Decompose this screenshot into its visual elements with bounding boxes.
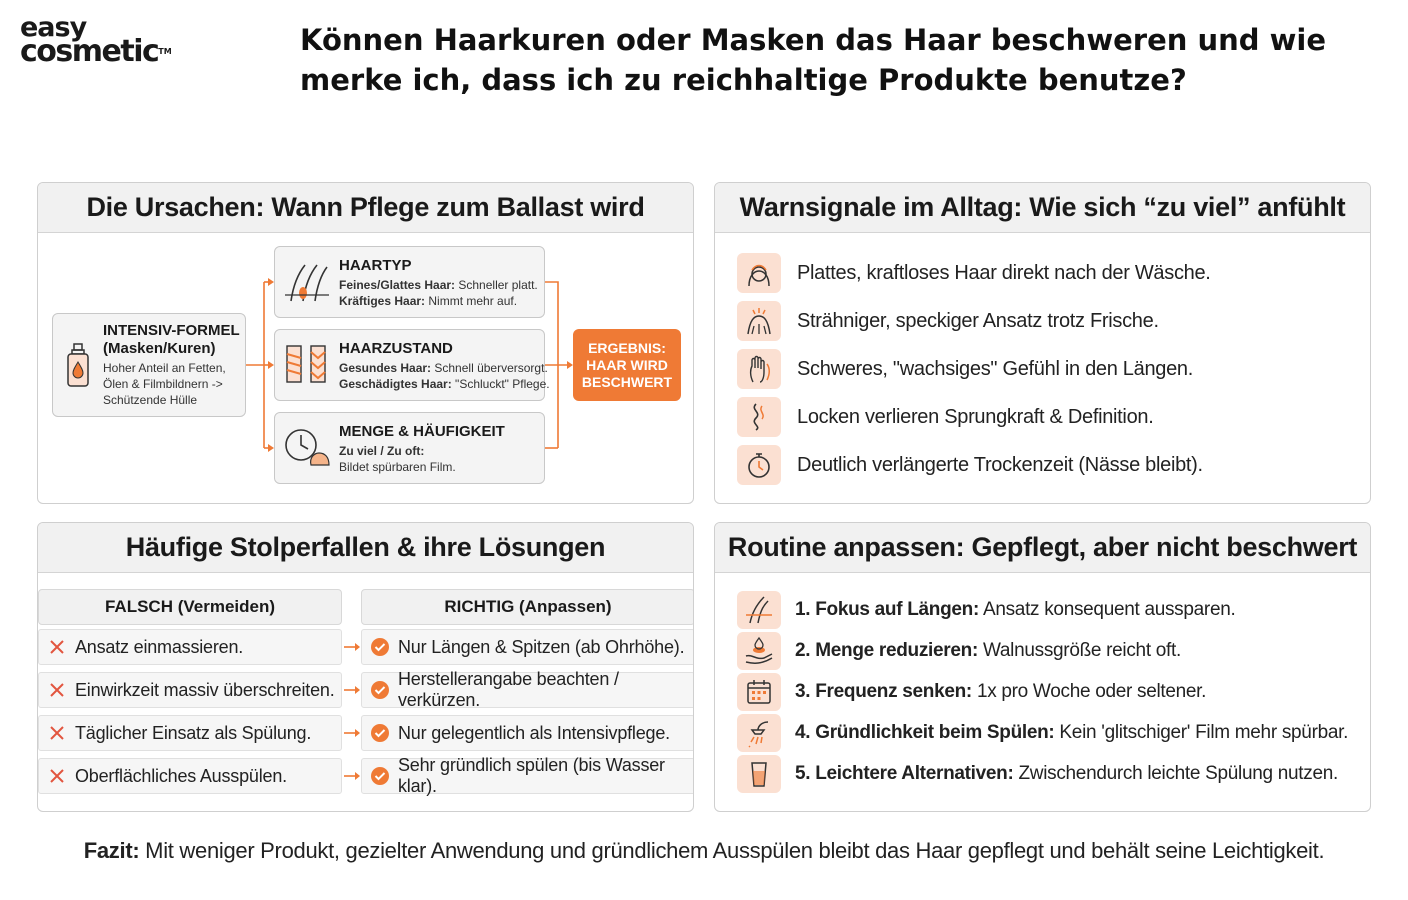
routine-item [737,755,1367,793]
routine-bold: 1. Fokus auf Längen: [795,599,980,620]
signals-header: Warnsignale im Alltag: Wie sich “zu viel” anfühlt [715,183,1370,233]
factor-line1-bold: Gesundes Haar: [339,361,432,375]
wrong-text: Ansatz einmassieren. [75,636,244,657]
right-text: Sehr gründlich spülen (bis Wasser klar). [398,755,665,796]
flat-hair-icon [737,253,781,293]
pitfalls-header: Häufige Stolperfallen & ihre Lösungen [38,523,693,573]
formula-title: INTENSIV-FORMEL (Masken/Kuren) [103,322,240,357]
arrow-right-icon [342,715,361,751]
factor-line1 [339,360,548,376]
check-circle-icon [370,680,390,700]
routine-item [737,632,1367,670]
wrong-cell [38,629,342,665]
formula-text: Hoher Anteil an Fetten, Ölen & Filmbildnern -> Schützende Hülle [103,361,226,407]
routine-desc: Walnussgröße reicht oft. [978,640,1181,661]
brand-trademark: TM [158,47,172,56]
routine-item [737,673,1367,711]
check-circle-icon [370,637,390,657]
causes-header: Die Ursachen: Wann Pflege zum Ballast wird [38,183,693,233]
signals-panel [714,182,1371,504]
wrong-cell [38,715,342,751]
signal-item [737,397,1357,437]
right-cell [361,629,694,665]
bottle-icon [65,342,91,393]
routine-desc: Kein 'glitschiger' Film mehr spürbar. [1054,722,1349,743]
factor-line2-bold: Kräftiges Haar: [339,294,426,308]
routine-text [795,681,1206,703]
calendar-icon [737,673,781,711]
intensive-formula-box [52,313,246,417]
brand-line2 [20,34,190,69]
routine-header: Routine anpassen: Gepflegt, aber nicht beschwert [715,523,1370,573]
right-text: Nur Längen & Spitzen (ab Ohrhöhe). [398,636,685,657]
wrong-text: Täglicher Einsatz als Spülung. [75,722,312,743]
right-text: Nur gelegentlich als Intensivpflege. [398,722,670,743]
factor-line2-text: "Schluckt" Pflege. [451,377,550,391]
factor-line2-bold: Geschädigtes Haar: [339,377,452,391]
curl-icon [737,397,781,437]
arrow-right-icon [342,672,361,708]
routine-panel [714,522,1371,812]
signal-item [737,349,1357,389]
routine-text [795,599,1235,621]
wrong-text: Einwirkzeit massiv überschreiten. [75,679,335,700]
arrow-right-icon [342,758,361,794]
factor-line1-text: Schneller platt. [455,278,538,292]
routine-text [795,640,1181,662]
factor-line1 [339,443,424,459]
timer-icon [737,445,781,485]
signal-text: Strähniger, speckiger Ansatz trotz Frische. [797,309,1159,332]
factor-line1-text: Schnell überversorgt. [431,361,548,375]
brand-logo [20,12,190,69]
cup-icon [737,755,781,793]
check-circle-icon [370,766,390,786]
right-cell [361,755,694,796]
signal-item [737,253,1357,293]
signal-text: Deutlich verlängerte Trockenzeit (Nässe bleibt). [797,453,1203,476]
factor-line2 [339,459,456,475]
factor-amount-frequency [274,412,545,484]
arrow-right-icon [342,629,361,665]
cross-icon [47,766,67,786]
routine-bold: 4. Gründlichkeit beim Spülen: [795,722,1055,743]
signal-text: Schweres, "wachsiges" Gefühl in den Längen. [797,357,1193,380]
factor-line1 [339,277,538,293]
factor-line1-bold: Zu viel / Zu oft: [339,444,425,458]
column-header-wrong: FALSCH (Vermeiden) [38,589,342,625]
hair-strands-icon [283,259,331,308]
greasy-roots-icon [737,301,781,341]
check-circle-icon [370,723,390,743]
result-line1: ERGEBNIS: [588,339,666,356]
factor-hair-condition [274,329,550,401]
cross-icon [47,680,67,700]
routine-bold: 5. Leichtere Alternativen: [795,763,1014,784]
hair-length-icon [737,591,781,629]
conclusion-label: Fazit: [83,838,140,863]
routine-text [795,763,1338,785]
factor-line2-text: Nimmt mehr auf. [425,294,518,308]
shower-icon [737,714,781,752]
factor-line2 [339,293,517,309]
factor-line2-text: Bildet spürbaren Film. [339,460,456,474]
routine-desc: Zwischendurch leichte Spülung nutzen. [1013,763,1338,784]
hair-structure-icon [283,342,331,391]
conclusion-text: Mit weniger Produkt, gezielter Anwendung und gründlichem Ausspülen bleibt das Haar gepflegt und behält seine Leichtigkeit. [139,838,1325,863]
result-line2: HAAR WIRD [586,356,668,373]
pitfalls-panel [37,522,694,812]
factor-title: MENGE & HÄUFIGKEIT [339,423,505,440]
brand-line1: easy [20,12,87,43]
wrong-cell [38,758,342,794]
hand-dose-icon [737,632,781,670]
hand-touch-icon [737,349,781,389]
routine-item [737,591,1367,629]
routine-text [795,722,1348,744]
routine-item [737,714,1367,752]
causes-panel [37,182,694,504]
signal-item [737,445,1357,485]
factor-line2 [339,376,550,392]
cross-icon [47,723,67,743]
factor-line1-bold: Feines/Glattes Haar: [339,278,456,292]
right-cell [361,715,694,751]
signal-item [737,301,1357,341]
routine-bold: 3. Frequenz senken: [795,681,972,702]
column-header-right: RICHTIG (Anpassen) [361,589,694,625]
right-text: Herstellerangabe beachten / verkürzen. [398,669,619,710]
factor-hair-type [274,246,545,318]
wrong-cell [38,672,342,708]
signal-text: Plattes, kraftloses Haar direkt nach der Wäsche. [797,261,1211,284]
routine-desc: 1x pro Woche oder seltener. [971,681,1207,702]
result-line3: BESCHWERT [581,373,673,390]
factor-title: HAARTYP [339,257,412,274]
routine-desc: Ansatz konsequent aussparen. [979,599,1236,620]
clock-cream-icon [283,425,331,474]
right-cell [361,669,694,710]
brand-line2-text: cosmetic [20,34,159,69]
wrong-text: Oberflächliches Ausspülen. [75,765,287,786]
routine-bold: 2. Menge reduzieren: [795,640,978,661]
signal-text: Locken verlieren Sprungkraft & Definition. [797,405,1154,428]
conclusion [0,838,1408,864]
page-title: Können Haarkuren oder Masken das Haar beschweren und wie merke ich, dass ich zu reichhaltige Produkte benutze? [300,23,1327,97]
result-box [573,329,681,401]
factor-title: HAARZUSTAND [339,340,453,357]
cross-icon [47,637,67,657]
